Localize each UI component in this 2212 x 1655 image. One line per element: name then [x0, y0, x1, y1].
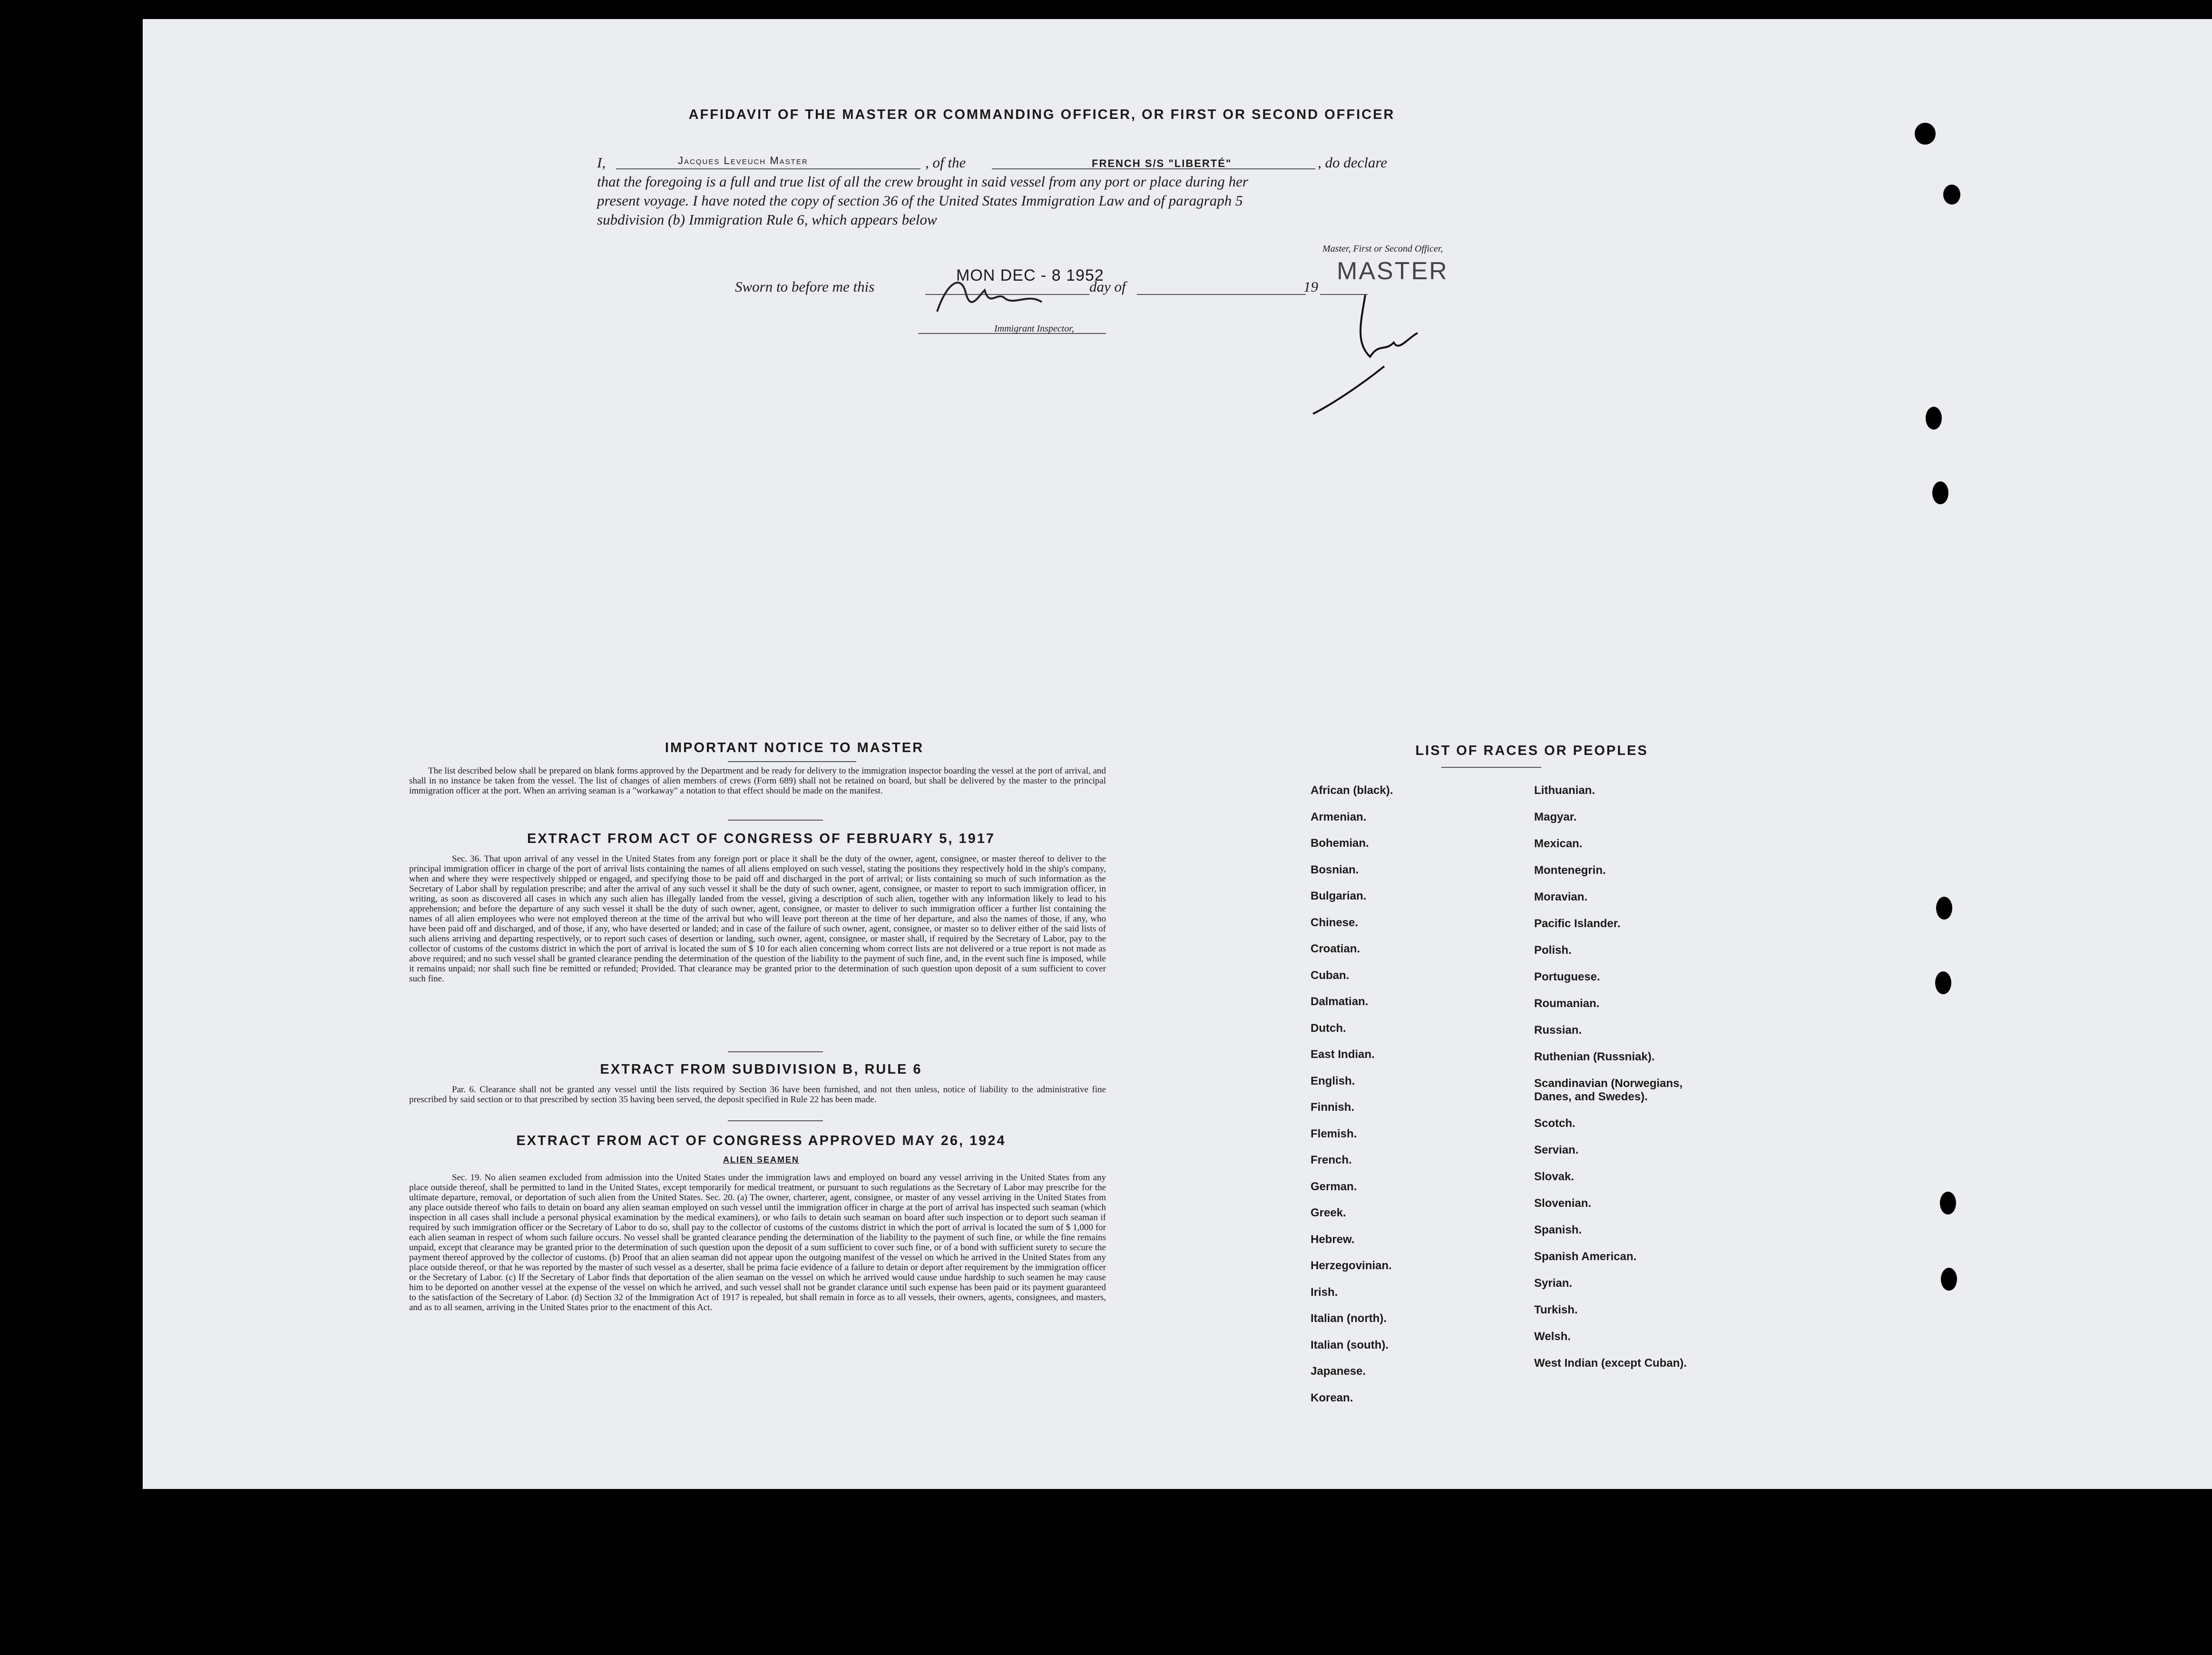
year-prefix: 19: [1303, 278, 1318, 295]
race-item: Hebrew.: [1311, 1233, 1355, 1246]
inspector-signature: [932, 264, 1075, 326]
race-item: Lithuanian.: [1534, 784, 1595, 797]
race-item: Spanish American.: [1534, 1250, 1637, 1263]
affidavit-body: [597, 153, 1487, 229]
race-item: English.: [1311, 1074, 1355, 1087]
inspector-caption: Immigrant Inspector,: [994, 323, 1074, 334]
master-signature: [1303, 285, 1446, 423]
notice-text: The list described below shall be prepared on blank forms approved by the Department and be ready for delivery to the immigration inspector boarding the vessel at the port of arrival, and shall in no instance be taken from the vessel. The list of changes of alien members of crews (Form 689) shall not be retained on board, but shall be delivered by the master to the principal immigration officer at the port. When an arriving seaman is a "workaway" a notation to that effect should be made on the manifest.: [409, 766, 1106, 796]
race-item: Japanese.: [1311, 1365, 1366, 1378]
punch-hole: [1936, 897, 1952, 920]
race-item: Spanish.: [1534, 1224, 1582, 1236]
vessel-name: FRENCH S/S "LIBERTÉ": [1092, 157, 1232, 169]
race-item: East Indian.: [1311, 1048, 1375, 1061]
affidavit-line4: subdivision (b) Immigration Rule 6, which appears below: [597, 211, 937, 228]
race-item: Herzegovinian.: [1311, 1259, 1392, 1272]
race-item: Dalmatian.: [1311, 995, 1369, 1008]
race-item: Armenian.: [1311, 810, 1367, 823]
race-item: Portuguese.: [1534, 970, 1600, 983]
punch-hole: [1915, 123, 1936, 145]
extract-1917-title: EXTRACT FROM ACT OF CONGRESS OF FEBRUARY 5, 1917: [527, 831, 996, 846]
race-item: Turkish.: [1534, 1303, 1578, 1316]
race-item: Scotch.: [1534, 1117, 1576, 1130]
race-item: Ruthenian (Russniak).: [1534, 1050, 1655, 1063]
race-item: Italian (south).: [1311, 1338, 1389, 1351]
day-of-label: day of: [1089, 278, 1126, 295]
race-item: Pacific Islander.: [1534, 917, 1621, 930]
race-item: Bulgarian.: [1311, 890, 1367, 902]
affidavit-line2: that the foregoing is a full and true list of all the crew brought in said vessel from any port or place during her: [597, 173, 1248, 190]
race-item: Roumanian.: [1534, 997, 1600, 1010]
affidavit-line3: present voyage. I have noted the copy of section 36 of the United States Immigration Law and of paragraph 5: [597, 192, 1243, 209]
race-item: Flemish.: [1311, 1127, 1357, 1140]
race-item: Polish.: [1534, 944, 1572, 957]
race-item: Cuban.: [1311, 969, 1350, 982]
race-item: Slovak.: [1534, 1170, 1575, 1183]
officer-caption: Master, First or Second Officer,: [1322, 244, 1443, 254]
race-item: Irish.: [1311, 1285, 1338, 1299]
punch-hole: [1926, 407, 1942, 430]
race-item: Mexican.: [1534, 837, 1583, 850]
race-item: Chinese.: [1311, 916, 1359, 929]
race-item: African (black).: [1311, 784, 1393, 797]
race-item: Finnish.: [1311, 1101, 1354, 1114]
race-item: Dutch.: [1311, 1021, 1346, 1035]
rule6-text: Par. 6. Clearance shall not be granted any vessel until the lists required by Section 36 have been furnished, and not then unless, notice of liability to the administrative fine prescribed by said section or to that prescribed by section 35 having been served, the deposit specified in Rule 22 has been made.: [409, 1085, 1106, 1105]
race-item: Russian.: [1534, 1024, 1582, 1037]
race-item: French.: [1311, 1154, 1352, 1166]
race-item: Korean.: [1311, 1391, 1353, 1404]
race-item: Syrian.: [1534, 1277, 1573, 1290]
extract-1924-subtitle: ALIEN SEAMEN: [723, 1155, 799, 1165]
of-the-label: , of the: [925, 154, 966, 171]
punch-hole: [1943, 185, 1960, 205]
race-item: Bosnian.: [1311, 863, 1359, 876]
punch-hole: [1940, 1192, 1956, 1214]
master-name: Jacques Leveuch Master: [678, 155, 808, 166]
race-item: Slovenian.: [1534, 1197, 1592, 1210]
punch-hole: [1932, 481, 1948, 504]
extract-1917-text: Sec. 36. That upon arrival of any vessel in the United States from any foreign port or place it shall be the duty of the owner, agent, consignee, or master thereof to deliver to the principal immigration officer in charge of the port of arrival lists containing the names of all aliens employed on such vessel, stating the positions they respectively hold in the ship's company, when and where they were respectively shipped or engaged, and specifying those to be paid off and discharged in the port of arrival; or lists containing so much of such information as the Secretary of Labor shall by regulation prescribe; and after the arrival of any such vessel it shall be the duty of such owner, agent, consignee, or master to report to such immigration officer, in writing, as soon as discovered all cases in which any such alien has illegally landed from the vessel, giving a description of such alien, together with any information likely to lead to his apprehension; and before the departure of any such vessel it shall be the duty of such owner, agent, consignee, or master to deliver to such immigration officer a further list containing the names of all alien employees who were not employed thereon at the time of the arrival but who will leave port thereon at the time of her departure, and also the names of those, if any, who have been paid off and discharged, and of those, if any, who have deserted or landed; and in case of the failure of such owner, agent, consignee, or master so to deliver either of the said lists of such aliens arriving and departing respectively, or to report such cases of desertion or landing, such owner, agent, consignee, or master shall, if required by the Secretary of Labor, pay to the collector of customs of the customs district in which the port of arrival is located the sum of $ 10 for each alien concerning whom correct lists are not delivered or a true report is not made as above required; and no such vessel shall be granted clearance pending the determination of the question of the liability to the payment of such fine, and, in the event such fine is imposed, while it remains unpaid; nor shall such fine be remitted or refunded; Provided. That clearance may be granted prior to the determination of such question upon deposit of a sum sufficient to cover such fine.: [409, 854, 1106, 984]
do-declare-label: , do declare: [1318, 154, 1388, 171]
affidavit-i: I,: [597, 154, 606, 171]
race-item: Italian (north).: [1311, 1312, 1387, 1325]
punch-hole: [1935, 971, 1951, 994]
rule6-title: EXTRACT FROM SUBDIVISION B, RULE 6: [600, 1062, 922, 1077]
race-item: West Indian (except Cuban).: [1534, 1357, 1687, 1370]
race-item: Scandinavian (Norwegians, Danes, and Swedes).: [1534, 1077, 1683, 1103]
notice-title: IMPORTANT NOTICE TO MASTER: [665, 740, 924, 755]
extract-1924-text: Sec. 19. No alien seamen excluded from admission into the United States under the immigration laws and employed on board any vessel arriving in the United States from any place outside thereof, shall be permitted to land in the United States, except temporarily for medical treatment, or pursuant to such regulations as the Secretary of Labor may prescribe for the ultimate departure, removal, or deportation of such alien from the United States. Sec. 20. (a) The owner, charterer, agent, consignee, or master of any vessel arriving in the United States from any place outside thereof who fails to detain on board any alien seaman employed on such vessel until the immigration officer in charge at the port of arrival has inspected such seaman (which inspection in all cases shall include a personal physical examination by the medical examiners), or who fails to detain such seaman on board after such inspection or to deport such seaman if required by such immigration officer or the Secretary of Labor to do so, shall pay to the collector of customs of the customs district in which the port of arrival is located the sum of $ 1,000 for each alien seaman in respect of whom such failure occurs. No vessel shall be granted clearance pending the determination of the liability to the payment of such fine, or while the fine remains unpaid, except that clearance may be granted prior to the determination of such question upon the deposit of a sum sufficient to cover such fine, or of a bond with sufficient surety to secure the payment thereof approved by the collector of customs. (b) Proof that an alien seaman did not appear upon the outgoing manifest of the vessel on which he arrived in the United States from any place outside thereof, or that he was reported by the master of such vessel as a deserter, shall be prima facie evidence of a failure to detain or deport after requirement by the immigration officer or the Secretary of Labor. (c) If the Secretary of Labor finds that deportation of the alien seaman on the vessel on which he arrived would cause undue hardship to such seamen he may cause him to be deported on another vessel at the expense of the vessel on which he arrived, and such vessel shall not be grandet clarance until such expense has been paid or its payment guaranteed to the satisfaction of the Secretary of Labor. (d) Section 32 of the Immigration Act of 1917 is repealed, but shall remain in force as to all vessels, their owners, agents, consignees, and masters, and as to all seamen, arriving in the United States prior to the enactment of this Act.: [409, 1173, 1106, 1312]
race-item: Greek.: [1311, 1206, 1346, 1219]
race-item: German.: [1311, 1180, 1357, 1193]
races-title: LIST OF RACES OR PEOPLES: [1415, 743, 1648, 758]
race-item: Moravian.: [1534, 891, 1588, 903]
officer-stamp: MASTER: [1337, 257, 1449, 285]
affidavit-title: AFFIDAVIT OF THE MASTER OR COMMANDING OFFICER, OR FIRST OR SECOND OFFICER: [688, 107, 1395, 122]
race-item: Servian.: [1534, 1144, 1579, 1156]
race-item: Bohemian.: [1311, 837, 1369, 850]
race-item: Montenegrin.: [1534, 864, 1606, 877]
date-stamp: MON DEC - 8 1952: [956, 266, 1104, 284]
race-item: Welsh.: [1534, 1330, 1571, 1343]
race-item: Magyar.: [1534, 811, 1577, 823]
race-item: Croatian.: [1311, 942, 1360, 955]
sworn-label: Sworn to before me this: [735, 278, 875, 295]
punch-hole: [1941, 1268, 1957, 1291]
extract-1924-title: EXTRACT FROM ACT OF CONGRESS APPROVED MAY 26, 1924: [516, 1133, 1006, 1148]
